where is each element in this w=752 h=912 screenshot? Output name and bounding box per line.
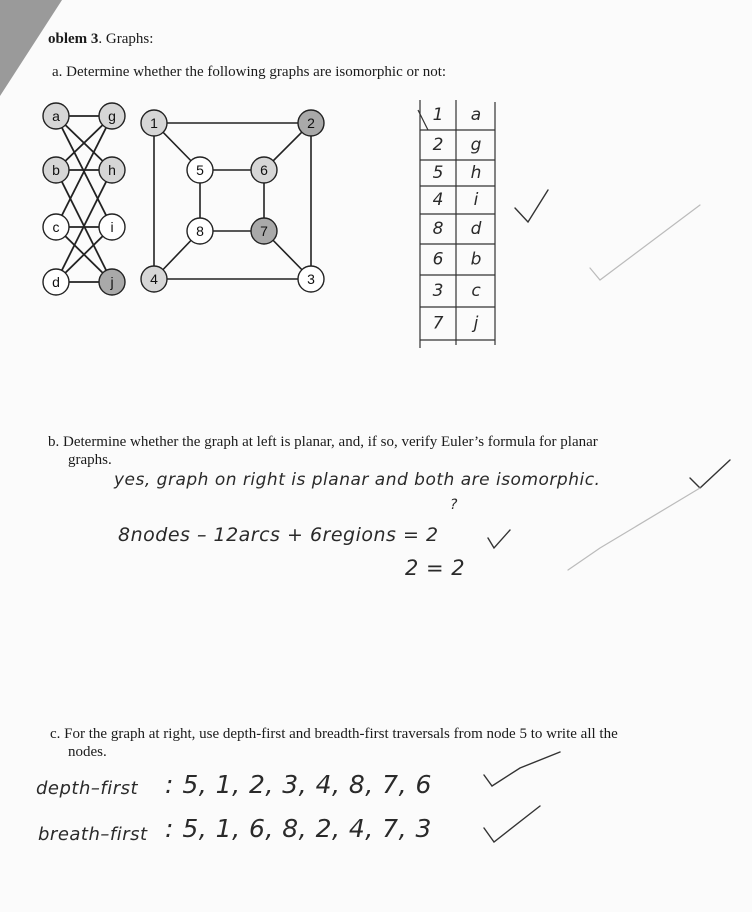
part-b-prompt-line1: b. Determine whether the graph at left is planar, and, if so, verify Euler’s formula for planar [48, 434, 598, 450]
node-h [99, 157, 125, 183]
check-mark-c1 [484, 752, 560, 786]
svg-text:c: c [52, 219, 60, 235]
part-c-prompt-line1: c. For the graph at right, use depth-first and breadth-first traversals from node 5 to write all the [50, 726, 618, 742]
left-graph-edges [56, 116, 112, 282]
svg-text:6: 6 [260, 162, 268, 178]
node-b [43, 157, 69, 183]
part-b-answer-line1: yes, graph on right is planar and both are isomorphic. [114, 470, 601, 490]
part-a-prompt: a. Determine whether the following graphs are isomorphic or not: [52, 64, 447, 80]
table-cell-right-3: 4 [432, 190, 444, 210]
problem-title-bold: oblem 3 [48, 31, 99, 47]
mapping-table [418, 100, 495, 348]
svg-text:d: d [52, 274, 60, 290]
depth-first-sequence: : 5, 1, 2, 3, 4, 8, 7, 6 [165, 770, 432, 799]
svg-text:5: 5 [196, 162, 204, 178]
right-graph-edges [154, 123, 311, 279]
node-i [99, 214, 125, 240]
node-d [43, 269, 69, 295]
table-cell-right-7: 7 [432, 313, 444, 334]
node-j [99, 269, 125, 295]
part-c-prompt-line2: nodes. [68, 744, 107, 760]
faint-mark-b [568, 488, 700, 570]
svg-text:b: b [52, 162, 60, 178]
node-c [43, 214, 69, 240]
table-cell-right-2: 5 [432, 163, 444, 183]
table-cell-left-0: a [470, 105, 482, 125]
table-cell-right-5: 6 [432, 249, 444, 270]
table-cell-left-1: g [470, 135, 482, 155]
node-3 [298, 266, 324, 292]
table-cell-right-1: 2 [432, 135, 444, 155]
table-cell-left-5: b [470, 249, 482, 270]
table-cell-left-4: d [470, 219, 482, 239]
check-mark-a [515, 190, 548, 222]
node-8 [187, 218, 213, 244]
svg-text:j: j [110, 274, 114, 290]
node-5 [187, 157, 213, 183]
svg-text:1: 1 [150, 115, 158, 131]
svg-text:i: i [110, 219, 114, 235]
node-7 [251, 218, 277, 244]
breadth-first-label: breath–first [38, 824, 148, 845]
svg-text:g: g [108, 108, 116, 124]
faint-check-a [590, 205, 700, 280]
node-a [43, 103, 69, 129]
part-b-prompt-line2: graphs. [68, 452, 112, 468]
part-b-answer-line3: 2 = 2 [405, 556, 466, 580]
part-b-question-mark: ? [450, 497, 458, 513]
table-cell-left-3: i [473, 190, 479, 210]
node-1 [141, 110, 167, 136]
svg-text:a: a [52, 108, 60, 124]
check-mark-c2 [484, 806, 540, 842]
table-cell-left-7: j [473, 313, 479, 334]
part-b-answer-line2: 8nodes – 12arcs + 6regions = 2 [118, 524, 439, 546]
svg-text:h: h [108, 162, 116, 178]
check-mark-b [690, 460, 730, 488]
problem-title-rest: . Graphs: [98, 31, 154, 47]
table-cell-right-0: 1 [432, 105, 444, 125]
node-2 [298, 110, 324, 136]
svg-text:3: 3 [307, 271, 315, 287]
table-cell-left-2: h [470, 163, 482, 183]
svg-text:2: 2 [307, 115, 315, 131]
svg-text:7: 7 [260, 223, 268, 239]
table-cell-left-6: c [471, 281, 481, 301]
check-mark-b2 [488, 530, 510, 548]
node-4 [141, 266, 167, 292]
svg-text:4: 4 [150, 271, 158, 287]
svg-text:8: 8 [196, 223, 204, 239]
table-cell-right-4: 8 [432, 219, 444, 239]
node-g [99, 103, 125, 129]
table-cell-right-6: 3 [432, 281, 444, 301]
node-6 [251, 157, 277, 183]
depth-first-label: depth–first [36, 778, 139, 799]
breadth-first-sequence: : 5, 1, 6, 8, 2, 4, 7, 3 [165, 814, 432, 843]
mapping-table-cells [433, 105, 482, 334]
